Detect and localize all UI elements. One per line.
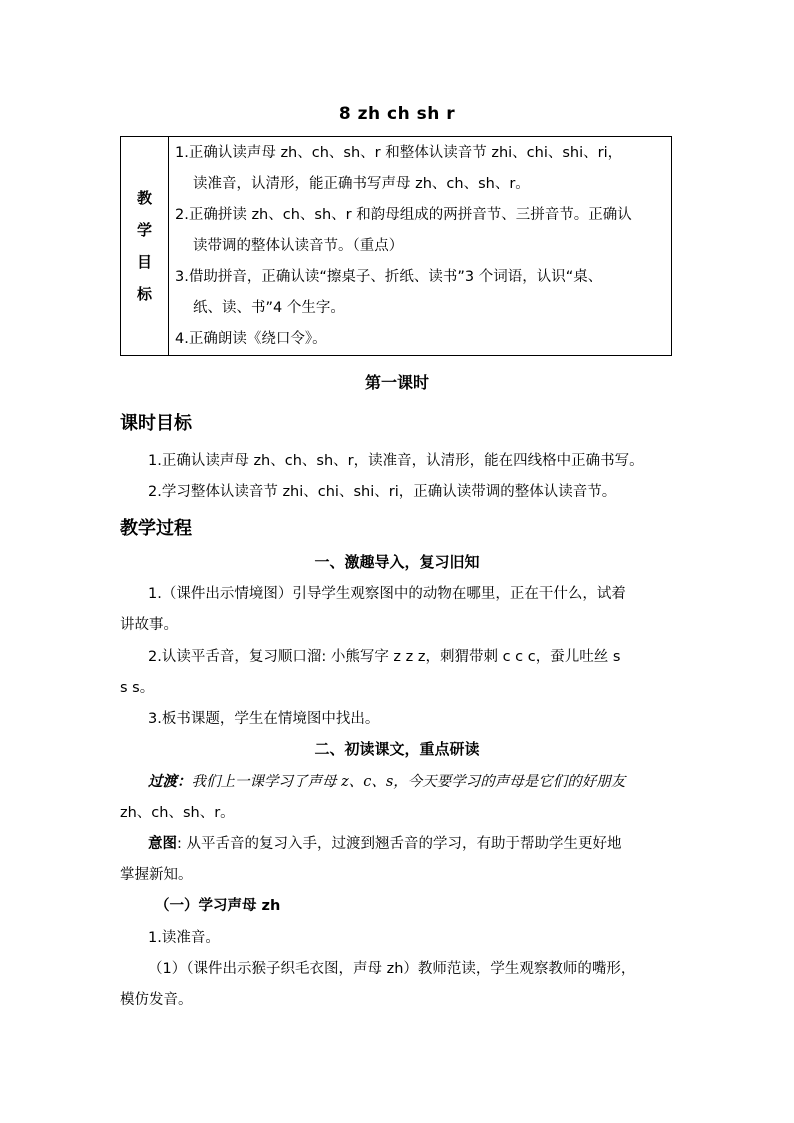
intent-label: 意图 [148,836,177,852]
goal-line: 3.借助拼音，正确认读“擦桌子、折纸、读书”3 个词语，认识“桌、 [175,268,603,285]
transition-label: 过渡： [148,773,192,790]
goals-content-cell [169,137,672,356]
process-heading: 教学过程 [120,518,192,539]
goal-line: 纸、读、书”4 个生字。 [193,299,345,316]
goals-label-cell [121,137,169,356]
goals-label-char: 学 [136,221,152,239]
lesson-title: 第一课时 [364,373,429,392]
subsection-title: （一）学习声母 zh [155,898,281,914]
goal-line: 读准音，认清形，能正确书写声母 zh、ch、sh、r。 [193,175,530,192]
page-title: 8 zh ch sh r [338,104,456,124]
goal-line: 读带调的整体认读音节。（重点） [193,237,404,254]
goal-line: 1.正确认读声母 zh、ch、sh、r 和整体认读音节 zhi、chi、shi、ri， [175,144,623,161]
transition-text: 我们上一课学习了声母 z、c、s，今天要学习的声母是它们的好朋友 [191,774,626,790]
paragraph-line: 2.认读平舌音，复习顺口溜: 小熊写字 z z z，刺猬带刺 c c c，蚕儿吐丝 s [148,649,621,665]
transition-line [148,770,625,791]
teaching-goals-table [120,136,672,356]
paragraph-line: s s。 [120,680,155,696]
goals-label-char: 目 [136,253,152,271]
goals-label-char: 标 [136,285,152,303]
paragraph-line: 掌握新知。 [120,867,193,883]
objective-item: 1.正确认读声母 zh、ch、sh、r，读准音，认清形，能在四线格中正确书写。 [148,453,644,469]
paragraph-line: 3.板书课题，学生在情境图中找出。 [148,711,380,727]
paragraph-line: 1.读准音。 [148,930,220,946]
goal-line: 2.正确拼读 zh、ch、sh、r 和韵母组成的两拼音节、三拼音节。正确认 [175,206,632,223]
objectives-heading: 课时目标 [120,413,192,434]
paragraph-line: （1）（课件出示猴子织毛衣图，声母 zh）教师范读，学生观察教师的嘴形， [148,961,636,977]
goal-line: 4.正确朗读《绕口令》。 [175,330,327,347]
intent-line [148,832,622,853]
goals-label-char: 教 [136,189,152,207]
paragraph-line: 1.（课件出示情境图）引导学生观察图中的动物在哪里，正在干什么，试着 [148,586,626,602]
section-title: 二、初读课文，重点研读 [314,740,480,758]
paragraph-line: 模仿发音。 [120,992,193,1008]
objective-item: 2.学习整体认读音节 zhi、chi、shi、ri，正确认读带调的整体认读音节。 [148,484,617,500]
intent-text: : 从平舌音的复习入手，过渡到翘舌音的学习，有助于帮助学生更好地 [177,836,622,852]
paragraph-line: zh、ch、sh、r。 [120,805,235,821]
section-title: 一、激趣导入，复习旧知 [314,553,480,571]
paragraph-line: 讲故事。 [120,617,178,633]
